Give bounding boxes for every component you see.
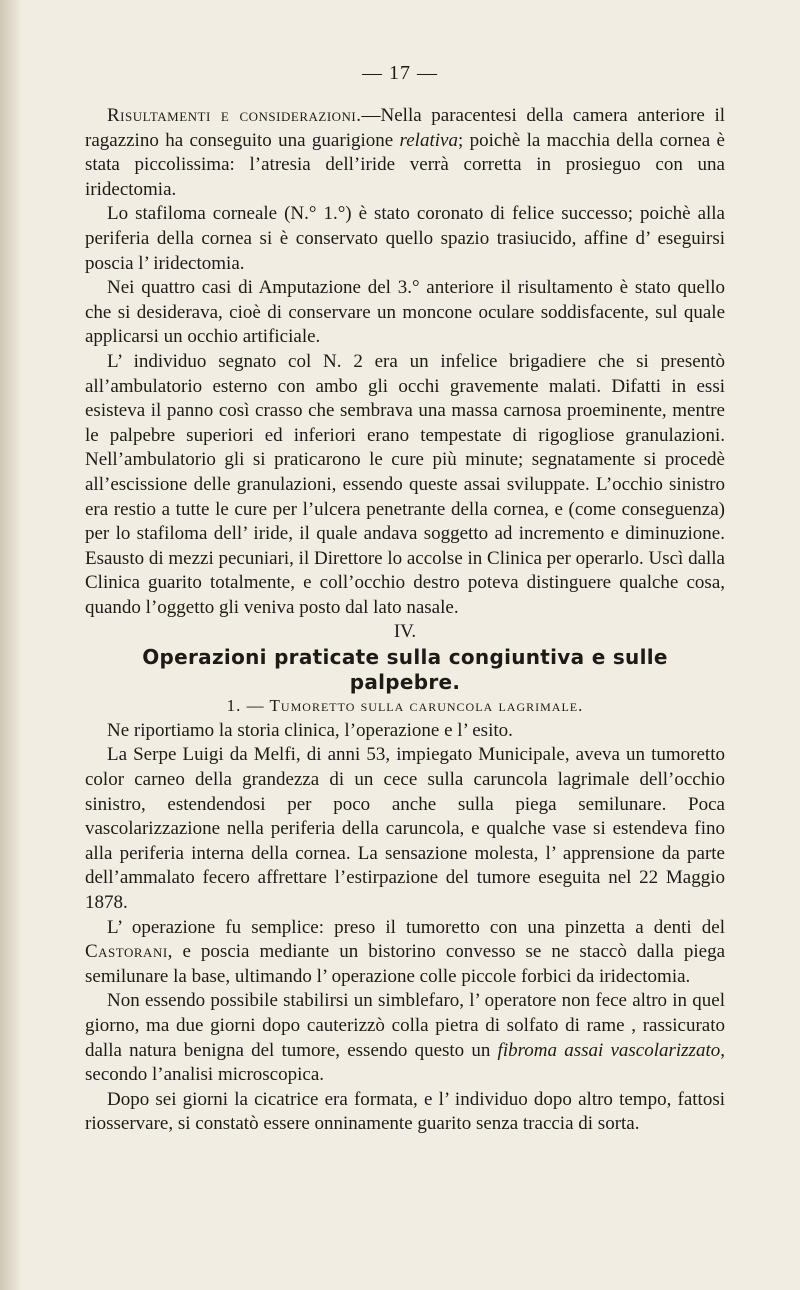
section-numeral: IV. [393,621,417,643]
fibroma-italic: fibroma assai vascolarizzato [497,1039,721,1061]
page-number: — 17 — [362,62,438,84]
simblefaro-text-a: Non essendo possibile stabilirsi un simblefaro, l’ operatore non fece altro in quel giorno, ma due giorni dopo cauterizzò colla pietra di solfato di rame , rassicurato dalla natura benigna del tumore, essendo questo un [85,990,725,1061]
paragraph-operazione [85,916,725,990]
results-lead: Risultamenti e considerazioni. [107,105,362,126]
paragraph-brigadiere: L’ individuo segnato col N. 2 era un infelice brigadiere che si presentò all’ambulatorio esterno con ambo gli occhi gravemente malati. Difatti in essi esisteva il panno così crasso che sembrava una massa carnosa proeminente, mentre le palpebre superiori ed inferiori erano tempestate di rigogliose granulazioni. Nell’ambulatorio gli si praticarono le cure più minute; segnatamente si procedè all’escissione delle granulazioni, essendo queste assai sviluppate. L’occhio sinistro era restio a tutte le cure per l’ulcera penetrante della cornea, e (come conseguenza) per lo stafiloma dell’ iride, il quale andava soggetto ad incremento e diminuzione. Esausto di mezzi pecuniari, il Direttore lo accolse in Clinica per operarlo. Uscì dalla Clinica guarito totalmente, e coll’occhio destro poteva distinguere qualche cosa, quando l’oggetto gli veniva posto dal lato nasale. [85,350,725,618]
results-text: —Nella paracentesi della camera anteriore il ragazzino ha conseguito una guarigione [85,105,726,151]
operazione-text-b: , e poscia mediante un bistorino convesso se ne staccò dalla piega semilunare la base, ultimando l’ operazione colle piccole forbici da iridectomia. [85,941,725,987]
paragraph-cicatrice: Dopo sei giorni la cicatrice era formata, e l’ individuo dopo altro tempo, fattosi riosservare, si constatò essere onninamente guarito senza traccia di sorta. [85,1088,725,1135]
page-body [85,104,725,1137]
paragraph-results-intro [85,104,725,202]
paragraph-serpe-luigi: La Serpe Luigi da Melfi, di anni 53, impiegato Municipale, aveva un tumoretto color carneo della grandezza di un cece sulla caruncola lagrimale dell’occhio sinistro, estendendosi per poco anche sulla piega semilunare. Poca vascolarizzazione nella periferia della caruncola, e qualche vase si estendeva fino alla periferia interna della cornea. La sensazione molesta, l’ apprensione da parte dell’ammalato fecero affrettare l’estirpazione del tumore eseguita nel 22 Maggio 1878. [85,744,725,913]
simblefaro-text-b: , secondo l’analisi microscopica. [85,1039,725,1086]
surgeon-name: Castorani [85,941,168,963]
section-title: Operazioni praticate sulla congiuntiva e sulle palpebre. [142,645,668,694]
results-italic: relativa [399,129,458,151]
page-binding-edge [0,0,22,1290]
operazione-text-a: L’ operazione fu semplice: preso il tumoretto con una pinzetta a denti del [107,916,725,938]
paragraph-amputazione: Nei quattro casi di Amputazione del 3.° anteriore il risultamento è stato quello che si desiderava, cioè di conservare un moncone oculare soddisfacente, sul quale applicarsi un occhio artificiale. [85,277,725,348]
paragraph-simblefaro [85,989,725,1087]
subsection-title: 1. — Tumoretto sulla caruncola lagrimale. [226,696,584,716]
results-rest: ; poichè la macchia della cornea è stata piccolissima: l’atresia dell’iride verrà corretta in prosieguo con una iridectomia. [85,129,725,200]
paragraph-stafiloma: Lo stafiloma corneale (N.° 1.°) è stato coronato di felice successo; poichè alla periferia della cornea si è conservato quello spazio trasiucido, affine d’ eseguirsi poscia l’ iridectomia. [85,203,725,274]
paragraph-storia: Ne riportiamo la storia clinica, l’operazione e l’ esito. [107,719,513,741]
